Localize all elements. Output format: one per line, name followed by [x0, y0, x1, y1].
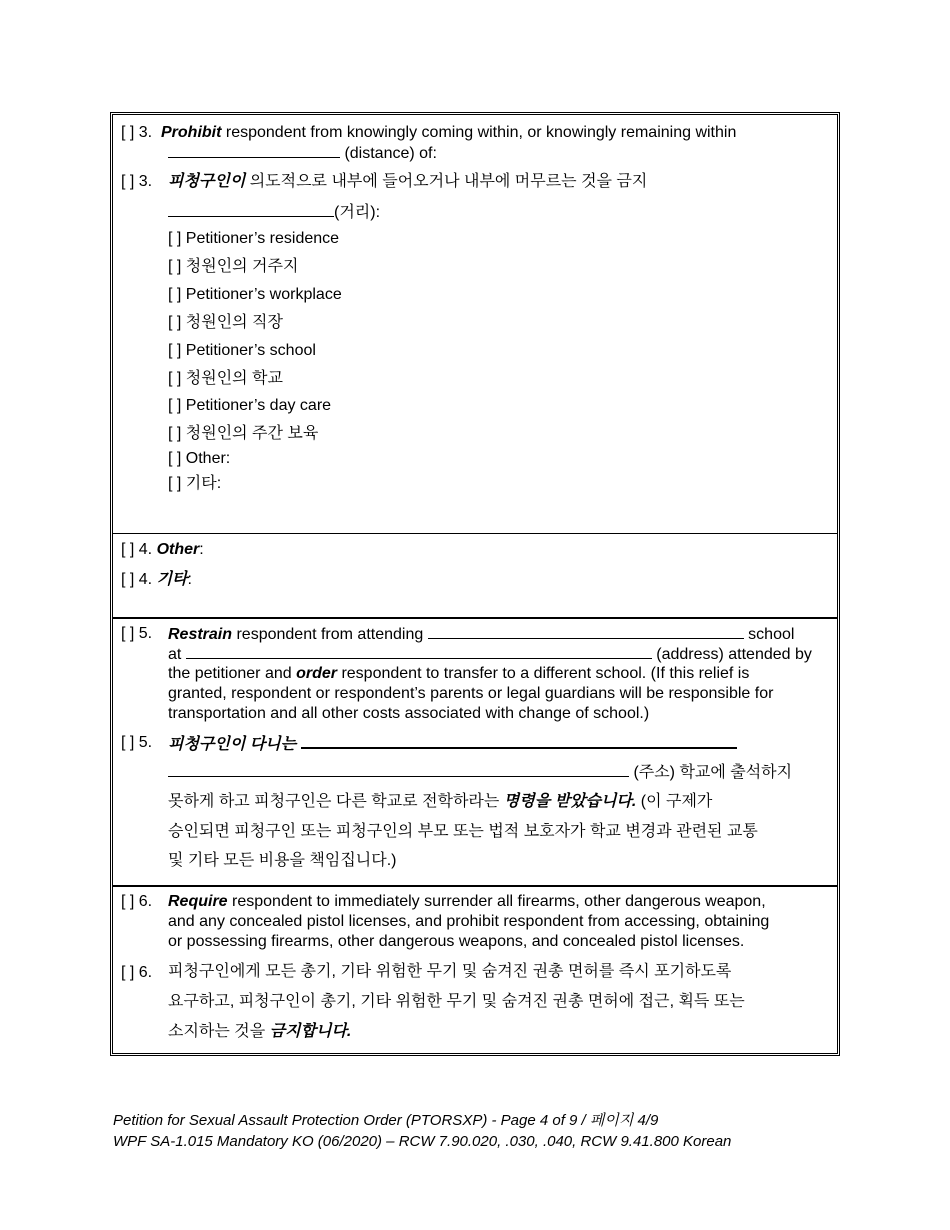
- prohibit-label-ko-6: 금지합니다.: [269, 1023, 352, 1040]
- item-3-checkbox[interactable]: [ ] 3.: [121, 124, 153, 141]
- item-6-en-line1: [168, 892, 766, 912]
- item-4-ko-checkbox[interactable]: [ ] 4.: [121, 571, 153, 588]
- restrain-label-ko: 피청구인이 다니는: [168, 736, 297, 753]
- footer-form-id: WPF SA-1.015 Mandatory KO (06/2020) – RCW 7.90.020, .030, .040, RCW 9.41.800 Korean: [113, 1133, 732, 1150]
- divider-4-5: [113, 617, 837, 619]
- item-5-en-text3b: respondent to transfer to a different school. (If this relief is: [337, 665, 750, 682]
- item-5-en-line3: [168, 664, 749, 684]
- item-6-en-text1: respondent to immediately surrender all firearms, other dangerous weapon,: [227, 893, 766, 910]
- option-other-ko[interactable]: [ ] 기타:: [168, 475, 222, 492]
- school-name-blank[interactable]: [428, 624, 744, 639]
- item-5-ko-checkbox[interactable]: [ ] 5.: [121, 734, 153, 751]
- item-3-ko-line1: [168, 172, 647, 192]
- other-label: Other: [156, 541, 200, 558]
- option-workplace-ko[interactable]: [ ] 청원인의 직장: [168, 314, 283, 331]
- other-colon-ko: :: [187, 571, 192, 588]
- school-address-blank-ko[interactable]: [168, 762, 629, 777]
- item-6-checkbox[interactable]: [ ] 6.: [121, 893, 153, 910]
- item-5-ko-line2: [168, 762, 792, 783]
- item-6-en-line2: and any concealed pistol licenses, and prohibit respondent from accessing, obtaining: [168, 913, 770, 930]
- item-4-ko[interactable]: [121, 570, 192, 590]
- item-4-checkbox[interactable]: [ ] 4.: [121, 541, 153, 558]
- address-label-ko: (주소) 학교에 출석하지: [629, 764, 793, 781]
- item-5-en-text1: respondent from attending: [232, 626, 428, 643]
- item-5-checkbox[interactable]: [ ] 5.: [121, 625, 153, 642]
- other-label-ko: 기타: [156, 571, 188, 588]
- option-workplace[interactable]: [ ] Petitioner’s workplace: [168, 286, 342, 303]
- item-6-en-line3: or possessing firearms, other dangerous weapons, and concealed pistol licenses.: [168, 933, 745, 950]
- require-label: Require: [168, 893, 228, 910]
- item-6-ko-checkbox[interactable]: [ ] 6.: [121, 964, 153, 981]
- footer-title: Petition for Sexual Assault Protection Order (PTORSXP) - Page 4 of 9 / 페이지 4/9: [113, 1112, 659, 1129]
- school-label: school: [743, 626, 795, 643]
- item-6-ko-text3a: 소지하는 것을: [168, 1023, 270, 1040]
- option-other[interactable]: [ ] Other:: [168, 450, 231, 467]
- item-5-en-line1: [168, 624, 794, 645]
- item-3-en-line2: [168, 143, 437, 164]
- item-5-en-text3a: the petitioner and: [168, 665, 297, 682]
- item-5-ko-text3b: (이 구제가: [636, 793, 713, 810]
- distance-blank-en[interactable]: [168, 143, 340, 158]
- item-5-en-line5: transportation and all other costs associated with change of school.): [168, 705, 650, 722]
- distance-blank-ko[interactable]: [168, 202, 334, 217]
- prohibit-label-ko: 피청구인이: [168, 173, 246, 190]
- order-label-ko: 명령을 받았습니다.: [503, 793, 637, 810]
- item-3-en-line1: [161, 123, 736, 143]
- option-daycare[interactable]: [ ] Petitioner’s day care: [168, 397, 332, 414]
- option-daycare-ko[interactable]: [ ] 청원인의 주간 보육: [168, 425, 319, 442]
- option-residence[interactable]: [ ] Petitioner’s residence: [168, 230, 340, 247]
- item-6-ko-line1: 피청구인에게 모든 총기, 기타 위험한 무기 및 숨겨진 권총 면허를 즉시 포기하도록: [168, 963, 732, 980]
- address-label: (address) attended by: [651, 646, 812, 663]
- school-address-blank[interactable]: [186, 644, 652, 659]
- distance-label-ko: (거리):: [334, 204, 381, 221]
- distance-label-en: (distance) of:: [340, 145, 437, 162]
- item-5-en-line4: granted, respondent or respondent’s parents or legal guardians will be responsible for: [168, 685, 774, 702]
- item-3-ko-text: 의도적으로 내부에 들어오거나 내부에 머무르는 것을 금지: [245, 173, 648, 190]
- prohibit-label: Prohibit: [161, 124, 222, 141]
- item-5-en-line2: [168, 644, 812, 665]
- item-5-ko-line5: 및 기타 모든 비용을 책임집니다.): [168, 852, 397, 869]
- item-4-en[interactable]: [121, 540, 204, 560]
- item-5-ko-line4: 승인되면 피청구인 또는 피청구인의 부모 또는 법적 보호자가 학교 변경과 관련된 교통: [168, 823, 758, 840]
- divider-3-4: [113, 533, 837, 534]
- item-5-ko-line3: [168, 792, 712, 812]
- item-5-ko-text3a: 못하게 하고 피청구인은 다른 학교로 전학하라는: [168, 793, 504, 810]
- item-3-ko-line2: [168, 202, 380, 223]
- option-school-ko[interactable]: [ ] 청원인의 학교: [168, 370, 283, 387]
- at-label: at: [168, 646, 186, 663]
- item-6-ko-line3: [168, 1022, 351, 1042]
- item-3-ko-checkbox[interactable]: [ ] 3.: [121, 173, 153, 190]
- option-residence-ko[interactable]: [ ] 청원인의 거주지: [168, 258, 299, 275]
- order-label: order: [296, 665, 337, 682]
- other-colon: :: [199, 541, 204, 558]
- item-3-en-text: respondent from knowingly coming within, or knowingly remaining within: [221, 124, 737, 141]
- form-box: [110, 112, 840, 1056]
- restrain-label: Restrain: [168, 626, 233, 643]
- item-6-ko-line2: 요구하고, 피청구인이 총기, 기타 위험한 무기 및 숨겨진 권총 면허에 접근, 획득 또는: [168, 993, 745, 1010]
- divider-5-6: [113, 885, 837, 887]
- option-school[interactable]: [ ] Petitioner’s school: [168, 342, 316, 359]
- item-5-ko-line1: [168, 733, 737, 755]
- school-name-blank-ko[interactable]: [301, 733, 737, 749]
